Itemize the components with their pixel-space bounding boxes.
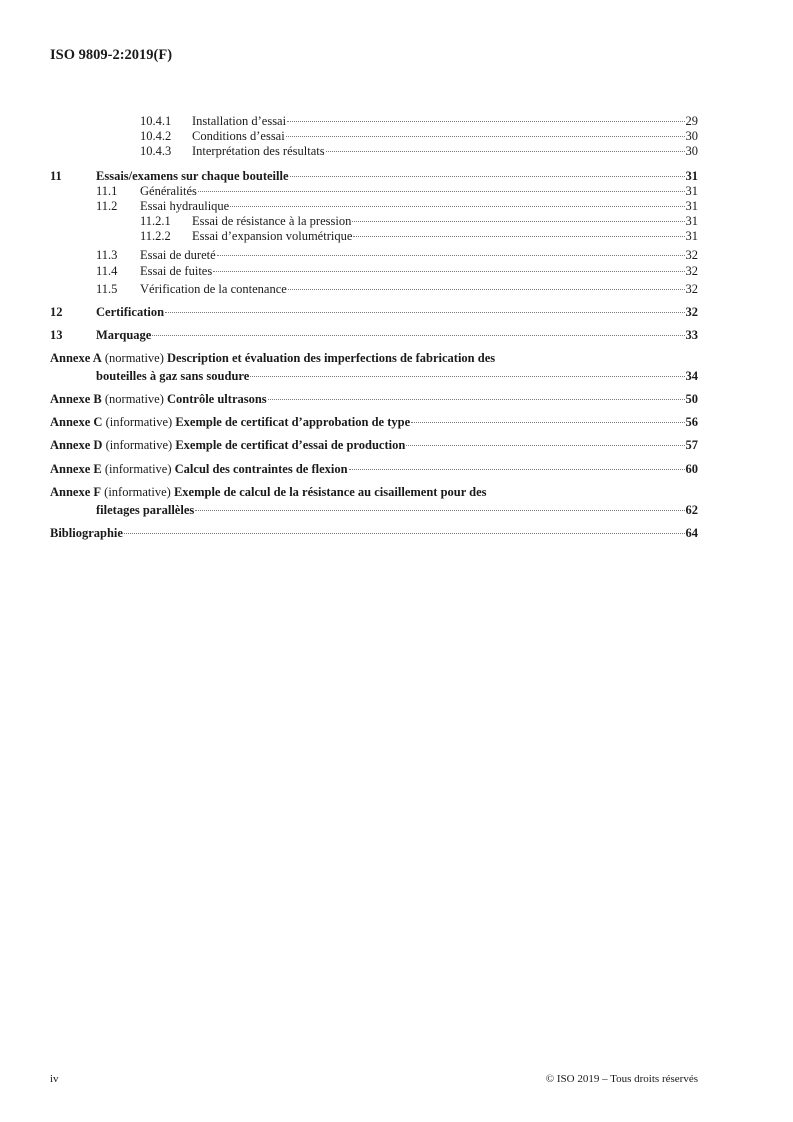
- entry-title: Exemple de calcul de la résistance au cisaillement pour des: [173, 485, 487, 499]
- toc-entry[interactable]: [96, 247, 698, 263]
- annex-kind: (normative): [104, 392, 164, 406]
- annex-kind: (informative): [105, 438, 173, 452]
- document-header: ISO 9809-2:2019(F): [50, 47, 173, 63]
- entry-title: Généralités: [140, 184, 197, 198]
- footer-page-number: iv: [50, 1073, 59, 1085]
- toc-annex-a-line2[interactable]: [96, 368, 698, 384]
- dot-leader: [250, 376, 684, 377]
- dot-leader: [287, 121, 684, 122]
- entry-page: 32: [685, 248, 698, 262]
- entry-number: 11.2: [96, 199, 118, 213]
- toc-annex-c[interactable]: [50, 414, 698, 430]
- dot-leader: [195, 510, 684, 511]
- toc-entry[interactable]: [50, 168, 698, 184]
- dot-leader: [217, 255, 685, 256]
- entry-title: Exemple de certificat d’approbation de type: [175, 415, 411, 429]
- toc-entry[interactable]: [96, 198, 698, 214]
- annex-kind: (informative): [104, 485, 171, 499]
- entry-page: 34: [685, 369, 698, 383]
- annex-label: Annexe A: [50, 351, 102, 365]
- entry-page: 64: [685, 526, 698, 540]
- entry-title: Vérification de la contenance: [140, 282, 287, 296]
- annex-label: Annexe B: [50, 392, 102, 406]
- entry-page: 32: [685, 264, 698, 278]
- entry-number: 11.4: [96, 264, 118, 278]
- toc-entry[interactable]: [96, 281, 698, 297]
- entry-number: 11.3: [96, 248, 118, 262]
- dot-leader: [406, 445, 684, 446]
- dot-leader: [288, 289, 685, 290]
- entry-title: filetages parallèles: [96, 503, 195, 517]
- entry-number: 11.2.1: [140, 214, 171, 228]
- toc-annex-b[interactable]: [50, 391, 698, 407]
- annex-label: Annexe F: [50, 485, 102, 499]
- dot-leader: [352, 221, 684, 222]
- dot-leader: [349, 469, 685, 470]
- dot-leader: [286, 136, 685, 137]
- toc-bibliography[interactable]: [50, 525, 698, 541]
- entry-number: 13: [50, 328, 63, 342]
- toc-entry[interactable]: [140, 128, 698, 144]
- entry-number: 10.4.2: [140, 129, 172, 143]
- entry-page: 29: [685, 114, 698, 128]
- dot-leader: [230, 206, 684, 207]
- entry-page: 60: [685, 462, 698, 476]
- toc-annex-a-line1[interactable]: [50, 350, 698, 366]
- annex-label: Annexe C: [50, 415, 103, 429]
- entry-page: 33: [685, 328, 698, 342]
- entry-page: 31: [685, 229, 698, 243]
- entry-number: 11: [50, 169, 62, 183]
- entry-title: Certification: [96, 305, 165, 319]
- entry-title: Essai d’expansion volumétrique: [192, 229, 353, 243]
- entry-page: 30: [685, 129, 698, 143]
- toc-entry[interactable]: [140, 143, 698, 159]
- entry-title: Installation d’essai: [192, 114, 287, 128]
- dot-leader: [268, 399, 685, 400]
- annex-label: Annexe E: [50, 462, 102, 476]
- entry-title: Exemple de certificat d’essai de production: [175, 438, 406, 452]
- entry-number: 10.4.3: [140, 144, 172, 158]
- entry-number: 10.4.1: [140, 114, 172, 128]
- entry-page: 50: [685, 392, 698, 406]
- footer-copyright: © ISO 2019 – Tous droits réservés: [545, 1073, 698, 1085]
- entry-title: Essai de résistance à la pression: [192, 214, 352, 228]
- entry-page: 31: [685, 184, 698, 198]
- toc-annex-f-line2[interactable]: [96, 502, 698, 518]
- entry-page: 31: [685, 169, 698, 183]
- entry-title: Marquage: [96, 328, 152, 342]
- entry-page: 31: [685, 199, 698, 213]
- entry-page: 30: [685, 144, 698, 158]
- toc-annex-f-line1[interactable]: [50, 484, 698, 500]
- entry-title: Essai de dureté: [140, 248, 216, 262]
- entry-page: 31: [685, 214, 698, 228]
- dot-leader: [165, 312, 684, 313]
- entry-number: 11.5: [96, 282, 118, 296]
- dot-leader: [213, 271, 684, 272]
- entry-number: 12: [50, 305, 63, 319]
- entry-page: 56: [685, 415, 698, 429]
- dot-leader: [353, 236, 684, 237]
- dot-leader: [290, 176, 685, 177]
- dot-leader: [152, 335, 684, 336]
- entry-number: 11.2.2: [140, 229, 171, 243]
- toc-entry[interactable]: [140, 213, 698, 229]
- entry-title: Essais/examens sur chaque bouteille: [96, 169, 289, 183]
- entry-page: 62: [685, 503, 698, 517]
- toc-entry[interactable]: [50, 327, 698, 343]
- entry-page: 32: [685, 282, 698, 296]
- annex-label: Annexe D: [50, 438, 103, 452]
- entry-title: Conditions d’essai: [192, 129, 285, 143]
- toc-annex-d[interactable]: [50, 437, 698, 453]
- dot-leader: [326, 151, 685, 152]
- entry-title: Description et évaluation des imperfections de fabrication des: [167, 351, 496, 365]
- entry-title: Bibliographie: [50, 526, 123, 540]
- entry-title: Calcul des contraintes de flexion: [174, 462, 348, 476]
- entry-title: Essai hydraulique: [140, 199, 230, 213]
- toc-entry[interactable]: [140, 228, 698, 244]
- entry-page: 57: [685, 438, 698, 452]
- toc-annex-e[interactable]: [50, 461, 698, 477]
- annex-kind: (normative): [104, 351, 164, 365]
- toc-entry[interactable]: [96, 183, 698, 199]
- entry-title: bouteilles à gaz sans soudure: [96, 369, 250, 383]
- entry-title: Interprétation des résultats: [192, 144, 325, 158]
- dot-leader: [198, 191, 685, 192]
- toc-entry[interactable]: [96, 263, 698, 279]
- toc-entry[interactable]: [140, 113, 698, 129]
- entry-page: 32: [685, 305, 698, 319]
- entry-title: Contrôle ultrasons: [167, 392, 267, 406]
- entry-title: Essai de fuites: [140, 264, 213, 278]
- toc-entry[interactable]: [50, 304, 698, 320]
- dot-leader: [124, 533, 685, 534]
- annex-kind: (informative): [104, 462, 172, 476]
- dot-leader: [411, 422, 684, 423]
- annex-kind: (informative): [105, 415, 173, 429]
- entry-number: 11.1: [96, 184, 118, 198]
